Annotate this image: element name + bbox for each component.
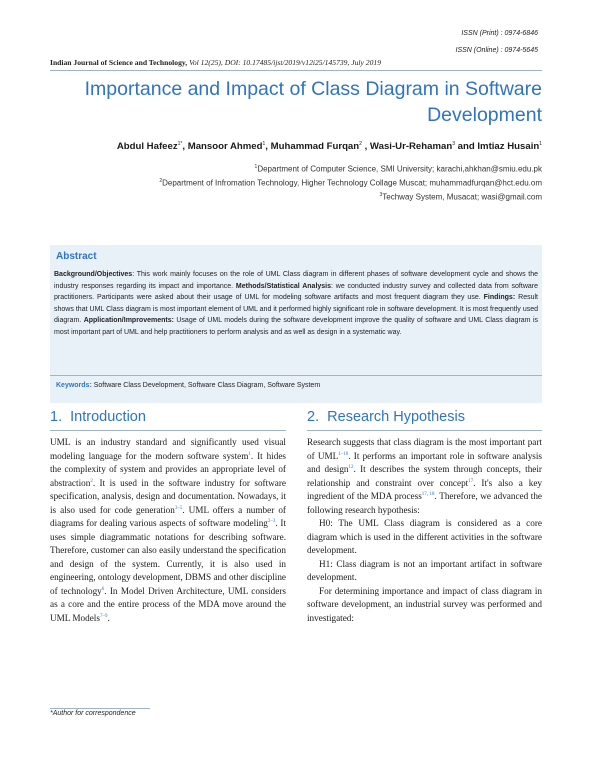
affiliation bbox=[40, 192, 542, 202]
author-name: Imtiaz Husain bbox=[477, 141, 540, 153]
text-run: . In Model Driven Architecture, UML considers as a core and the entire process of the MDA move around the UML Models bbox=[50, 585, 286, 623]
author-list bbox=[40, 141, 542, 152]
citation-link[interactable]: 17 bbox=[468, 478, 474, 484]
citation-link[interactable]: 2 bbox=[90, 478, 93, 484]
text-run: UML is an industry standard and significantly used visual modeling language for the modern software system bbox=[50, 437, 286, 461]
section-divider bbox=[307, 430, 542, 431]
section-heading-research-hypothesis bbox=[307, 409, 465, 425]
introduction-paragraph bbox=[50, 436, 286, 625]
citation-link[interactable]: 17, 18 bbox=[421, 491, 435, 497]
text-run: . Therefore, we advanced the following research hypothesis: bbox=[307, 491, 542, 515]
author-name: Mansoor Ahmed bbox=[187, 141, 263, 153]
affiliation-mark: 1 bbox=[254, 164, 258, 170]
abstract-label-background: Background/Objectives bbox=[54, 271, 133, 278]
text-run: . It uses simple diagrammatic notations for describing software. Therefore, customer can also easily understand the specification and design of the system. Currently, it is also used in engineering, ontology development, DBMS and other discipline of technology bbox=[50, 518, 286, 596]
text-run: . bbox=[107, 612, 110, 623]
abstract-label-application: Application/Improvements: bbox=[83, 317, 174, 324]
citation-link[interactable]: 12 bbox=[348, 464, 354, 470]
text-run: . UML offers a number of diagrams for dealing various aspects of software modeling bbox=[50, 504, 286, 528]
journal-details: Vol 12(25), DOI: 10.17485/ijst/2019/v12i25/145739, July 2019 bbox=[189, 58, 381, 67]
affiliation bbox=[40, 178, 542, 188]
author-separator: , bbox=[182, 141, 188, 153]
author-name: Wasi-Ur-Rehaman bbox=[369, 141, 453, 153]
text-run: . It describes the system through concepts, their relationship and constraint over concept bbox=[307, 464, 542, 488]
hypothesis-h0: H0: The UML Class diagram is considered as a core diagram which is used in the different activities in the software development. bbox=[307, 518, 542, 555]
keywords-text: Software Class Development, Software Class Diagram, Software System bbox=[91, 382, 321, 389]
section-number: 1. bbox=[50, 409, 63, 425]
header-divider bbox=[50, 70, 542, 71]
author-mark: 2 bbox=[359, 141, 362, 147]
citation-link[interactable]: 1 bbox=[248, 451, 251, 457]
citation-link[interactable]: 2–3 bbox=[267, 518, 276, 524]
hypothesis-closing-paragraph: For determining importance and impact of class diagram in software development, an industrial survey was performed and investigated: bbox=[307, 585, 542, 623]
paper-title-line-1: Importance and Impact of Class Diagram in Software bbox=[84, 78, 542, 100]
abstract-text-application: Usage of UML models during the software development improve the quality of software and UML Class diagram is most important part of UML and help practitioners to perform analysis and as well as design in a systematic way. bbox=[54, 317, 538, 336]
text-run: . It performs an important role in software analysis and design bbox=[307, 450, 542, 474]
keywords-label: Keywords: bbox=[56, 382, 92, 389]
text-run: . It is used in the software industry for software specification, analysis, design and documentation. Nowadays, it is also used for code generation bbox=[50, 477, 286, 515]
section-title: Introduction bbox=[70, 409, 146, 425]
abstract-text-methods: : we conducted industry survey and collected data from software practitioners. Participants were asked about their usage of UML for modeling software artifacts and most frequent diagram they use. bbox=[54, 282, 538, 301]
author-separator: , bbox=[265, 141, 271, 153]
footnote-correspondence: *Author for correspondence bbox=[50, 710, 136, 717]
text-run: . It hides the complexity of system and provides an appropriate level of abstraction bbox=[50, 450, 286, 488]
affiliation bbox=[40, 164, 542, 174]
affiliation-mark: 2 bbox=[159, 178, 163, 184]
text-run: . It's also a key ingredient of the MDA process bbox=[307, 477, 542, 501]
abstract-heading: Abstract bbox=[56, 251, 97, 262]
section-number: 2. bbox=[307, 409, 320, 425]
issn-print: ISSN (Print) : 0974-6846 bbox=[461, 30, 538, 37]
paper-title bbox=[40, 76, 542, 128]
abstract-text-findings: Result shows that UML Class diagram is most important element of UML and it performed highly significant role in software development. It is most frequently used diagram. bbox=[54, 294, 538, 324]
citation-link[interactable]: 3–5 bbox=[174, 505, 183, 511]
author-separator: , bbox=[361, 141, 368, 153]
author-name: Abdul Hafeez bbox=[116, 141, 178, 153]
abstract-text-background: : This work mainly focuses on the role of UML Class diagram in different phases of software development cycle and shows the industry responses regarding its impact and importance. bbox=[54, 271, 538, 290]
section-heading-introduction bbox=[50, 409, 146, 425]
affiliation-text: Department of Computer Science, SMI University; karachi,ahkhan@smiu.edu.pk bbox=[257, 164, 542, 174]
author-mark: 1 bbox=[539, 141, 542, 147]
keywords bbox=[56, 382, 320, 389]
journal-citation bbox=[50, 58, 381, 67]
hypothesis-intro-paragraph bbox=[307, 436, 542, 517]
affiliation-text: Techway System, Musacat; wasi@gmail.com bbox=[382, 192, 542, 202]
author-mark: 1* bbox=[177, 141, 183, 147]
author-separator: and bbox=[454, 141, 478, 153]
abstract-label-methods: Methods/Statistical Analysis bbox=[235, 282, 332, 290]
keywords-divider bbox=[50, 375, 542, 376]
citation-link[interactable]: 6 bbox=[101, 586, 105, 592]
journal-name: Indian Journal of Science and Technology, bbox=[50, 58, 188, 67]
abstract-box bbox=[50, 245, 542, 403]
research-hypothesis-column bbox=[307, 436, 542, 625]
affiliation-text: Department of Infromation Technology, Higher Technology Collage Muscat; muhammadfurqan@hct.edu.om bbox=[162, 178, 542, 188]
affiliation-mark: 3 bbox=[379, 192, 383, 198]
hypothesis-h1: H1: Class diagram is not an important artifact in software development. bbox=[307, 558, 542, 582]
author-mark: 1 bbox=[262, 141, 266, 147]
citation-link[interactable]: 1–10 bbox=[338, 451, 349, 457]
author-mark: 3 bbox=[452, 141, 455, 147]
paper-title-line-2: Development bbox=[427, 104, 542, 126]
introduction-column bbox=[50, 436, 286, 625]
author-name: Muhammad Furqan bbox=[270, 141, 360, 153]
footnote-divider bbox=[50, 708, 150, 709]
abstract-label-findings: Findings: bbox=[483, 294, 516, 301]
citation-link[interactable]: 7–9 bbox=[99, 613, 108, 619]
text-run: Research suggests that class diagram is the most important part of UML bbox=[307, 437, 542, 461]
section-divider bbox=[50, 430, 286, 431]
abstract-body bbox=[54, 269, 538, 338]
section-title: Research Hypothesis bbox=[327, 409, 465, 425]
issn-online: ISSN (Online) : 0974-5645 bbox=[455, 47, 538, 54]
